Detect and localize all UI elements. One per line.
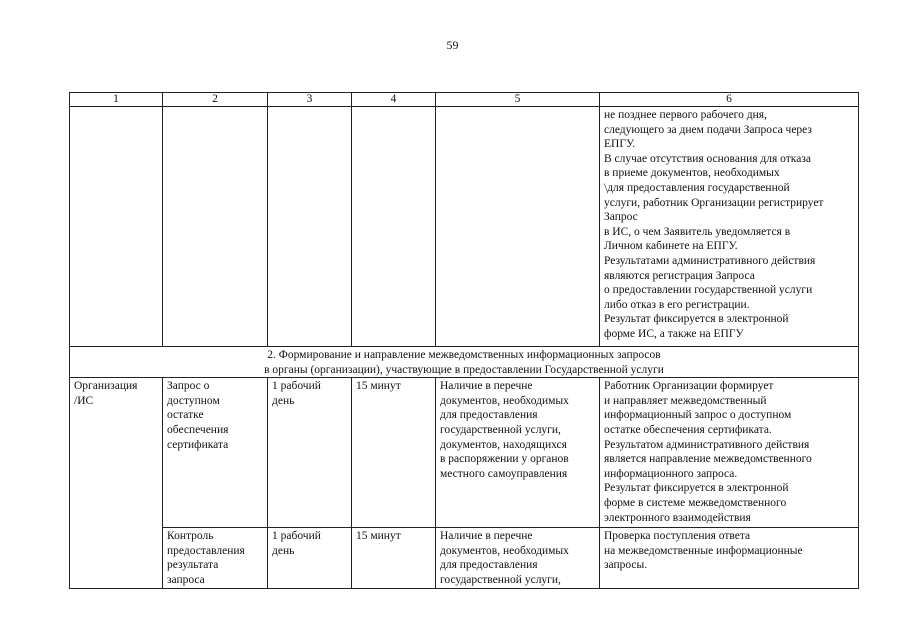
cell-text-line: о предоставлении государственной услуги	[604, 284, 813, 297]
action-cell	[163, 378, 268, 528]
cell-text-line: день	[272, 544, 295, 557]
column-number-4: 4	[352, 93, 436, 107]
cell-text-line: в ИС, о чем Заявитель уведомляется в	[604, 225, 791, 238]
cell-text-line: форме ИС, а также на ЕПГУ	[604, 327, 744, 340]
period-cell	[268, 528, 352, 588]
cell-text-line: сертификата	[167, 438, 229, 451]
cell-text-line: \для предоставления государственной	[604, 181, 790, 194]
page-number: 59	[446, 38, 459, 52]
section-heading-line-1: 2. Формирование и направление межведомственных информационных запросов	[267, 349, 661, 361]
cell-text-line: в приеме документов, необходимых	[604, 167, 780, 180]
cell-text-line: Результатами административного действия	[604, 254, 816, 267]
cell-text-line: ЕПГУ.	[604, 138, 636, 151]
continuation-col1	[70, 107, 163, 347]
cell-text-line: не позднее первого рабочего дня,	[604, 109, 767, 121]
cell-text-line: документов, находящихся	[440, 438, 567, 451]
cell-text-line: остатке обеспечения сертификата.	[604, 423, 772, 436]
cell-text-line: документов, необходимых	[440, 544, 569, 557]
result-cell	[600, 528, 859, 588]
column-number-3: 3	[268, 93, 352, 107]
cell-text-line: Контроль	[167, 530, 214, 543]
table-row	[70, 378, 859, 528]
continuation-col6	[600, 107, 859, 347]
procedure-table	[69, 92, 859, 589]
column-number-2: 2	[163, 93, 268, 107]
section-heading-line-2: в органы (организации), участвующие в предоставлении Государственной услуги	[264, 363, 664, 376]
cell-text-line: Наличие в перечне	[440, 530, 533, 543]
cell-text-line: 15 минут	[356, 530, 401, 543]
column-number-row	[70, 93, 859, 107]
cell-text-line: государственной услуги,	[440, 573, 561, 586]
cell-text-line: Личном кабинете на ЕПГУ.	[604, 240, 738, 253]
continuation-col2	[163, 107, 268, 347]
cell-text-line: электронного взаимодействия	[604, 511, 751, 524]
cell-text-line: Результатом административного действия	[604, 438, 810, 451]
continuation-col3	[268, 107, 352, 347]
cell-text-line: государственной услуги,	[440, 423, 561, 436]
cell-text-line: информационный запрос о доступном	[604, 409, 792, 422]
cell-text-line: документов, необходимых	[440, 394, 569, 407]
section-heading	[70, 347, 859, 378]
cell-text-line: доступном	[167, 394, 220, 407]
column-number-5: 5	[436, 93, 600, 107]
continuation-row	[70, 107, 859, 347]
cell-text-line: Результат фиксируется в электронной	[604, 313, 789, 326]
cell-text-line: является направление межведомственного	[604, 453, 812, 466]
cell-text-line: информационного запроса.	[604, 467, 738, 480]
cell-text-line: результата	[167, 559, 219, 572]
cell-text-line: 1 рабочий	[272, 380, 321, 393]
cell-text-line: Запрос о	[167, 380, 210, 393]
duration-cell	[352, 378, 436, 528]
cell-text-line: услуги, работник Организации регистрирует	[604, 196, 824, 209]
cell-text-line: Организация	[74, 380, 138, 393]
cell-text-line: Наличие в перечне	[440, 380, 533, 393]
cell-text-line: Результат фиксируется в электронной	[604, 482, 789, 495]
cell-text-line: и направляет межведомственный	[604, 394, 767, 407]
cell-text-line: обеспечения	[167, 423, 229, 436]
cell-text-line: /ИС	[74, 394, 94, 407]
criteria-cell	[436, 528, 600, 588]
cell-text-line: Запрос	[604, 211, 638, 224]
column-number-1: 1	[70, 93, 163, 107]
cell-text-line: на межведомственные информационные	[604, 544, 803, 557]
responsible-cell	[70, 378, 163, 588]
cell-text-line: местного самоуправления	[440, 467, 568, 480]
cell-text-line: форме в системе межведомственного	[604, 496, 787, 509]
continuation-col5	[436, 107, 600, 347]
table-row	[70, 528, 859, 588]
cell-text-line: следующего за днем подачи Запроса через	[604, 123, 812, 136]
cell-text-line: для предоставления	[440, 409, 538, 422]
cell-text-line: 1 рабочий	[272, 530, 321, 543]
section-row	[70, 347, 859, 378]
cell-text-line: 15 минут	[356, 380, 401, 393]
continuation-col4	[352, 107, 436, 347]
cell-text-line: В случае отсутствия основания для отказа	[604, 152, 811, 165]
action-cell	[163, 528, 268, 588]
cell-text-line: Работник Организации формирует	[604, 380, 774, 393]
cell-text-line: предоставления	[167, 544, 245, 557]
cell-text-line: либо отказ в его регистрации.	[604, 298, 750, 311]
cell-text-line: для предоставления	[440, 559, 538, 572]
result-cell	[600, 378, 859, 528]
cell-text-line: запроса	[167, 573, 205, 586]
duration-cell	[352, 528, 436, 588]
column-number-6: 6	[600, 93, 859, 107]
cell-text-line: являются регистрация Запроса	[604, 269, 755, 282]
cell-text-line: запросы.	[604, 559, 648, 572]
cell-text-line: день	[272, 394, 295, 407]
cell-text-line: Проверка поступления ответа	[604, 530, 751, 543]
cell-text-line: в распоряжении у органов	[440, 453, 569, 466]
criteria-cell	[436, 378, 600, 528]
cell-text-line: остатке	[167, 409, 204, 422]
period-cell	[268, 378, 352, 528]
